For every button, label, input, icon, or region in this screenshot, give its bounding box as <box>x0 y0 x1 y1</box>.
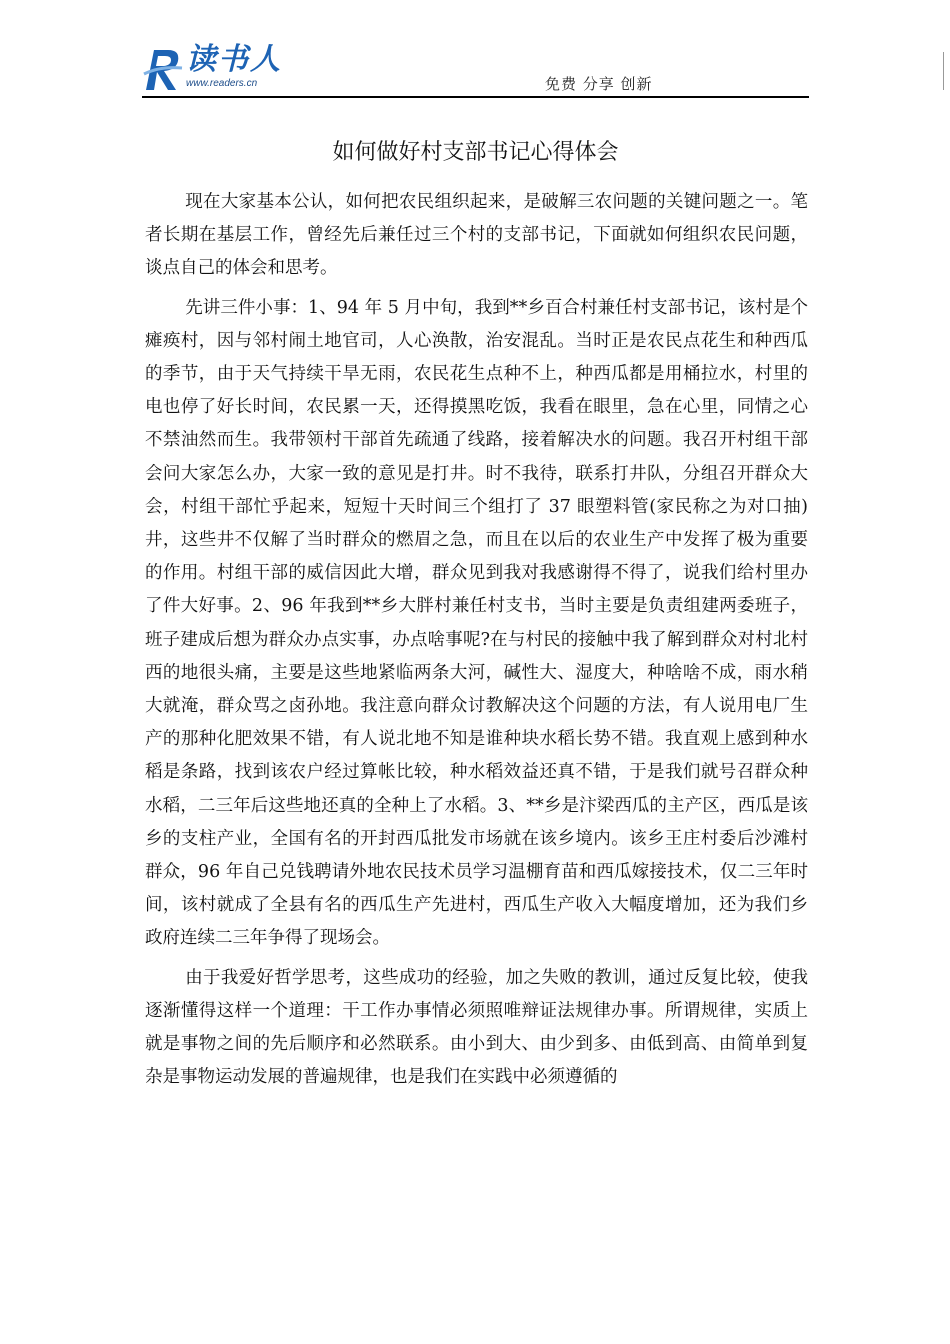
header-divider <box>142 96 809 98</box>
paragraph: 现在大家基本公认，如何把农民组织起来，是破解三农问题的关键问题之一。笔者长期在基层工作，曾经先后兼任过三个村的支部书记，下面就如何组织农民问题，谈点自己的体会和思考。 <box>145 192 808 279</box>
header-slogan: 免费 分享 创新 <box>545 75 653 93</box>
site-logo[interactable] <box>142 42 292 98</box>
document-body <box>145 186 808 1100</box>
logo-brand-text: 读书人 <box>186 42 282 77</box>
paragraph: 由于我爱好哲学思考，这些成功的经验，加之失败的教训，通过反复比较，使我逐渐懂得这样一个道理：干工作办事情必须照唯辩证法规律办事。所谓规律，实质上就是事物之间的先后顺序和必然联系。由小到大、由少到多、由低到高、由简单到复杂是事物运动发展的普遍规律，也是我们在实践中必须遵循的 <box>145 967 808 1088</box>
stylized-r-logo-icon <box>142 44 184 94</box>
page-edge-line <box>943 52 944 90</box>
paragraph: 先讲三件小事：1、94 年 5 月中旬，我到**乡百合村兼任村支部书记，该村是个瘫痪村，因与邻村闹土地官司，人心涣散，治安混乱。当时正是农民点花生和种西瓜的季节，由于天气持续干旱无雨，农民花生点种不上，种西瓜都是用桶拉水，村里的电也停了好长时间，农民累一天，还得摸黑吃饭，我看在眼里，急在心里，同情之心不禁油然而生。我带领村干部首先疏通了线路，接着解决水的问题。我召开村组干部会问大家怎么办，大家一致的意见是打井。时不我待，联系打井队，分组召开群众大会，村组干部忙乎起来，短短十天时间三个组打了 37 眼塑料管(家民称之为对口抽)井，这些井不仅解了当时群众的燃眉之急，而且在以后的农业生产中发挥了极为重要的作用。村组干部的威信因此大增，群众见到我对我感谢得不得了，说我们给村里办了件大好事。2、96 年我到**乡大胖村兼任村支书，当时主要是负责组建两委班子，班子建成后想为群众办点实事，办点啥事呢?在与村民的接触中我了解到群众对村北村西的地很头痛，主要是这些地紧临两条大河，碱性大、湿度大，种啥啥不成，雨水稍大就淹，群众骂之卤孙地。我注意向群众讨教解决这个问题的方法，有人说用电厂生产的那种化肥效果不错，有人说北地不知是谁种块水稻长势不错。我直观上感到种水稻是条路，找到该农户经过算帐比较，种水稻效益还真不错，于是我们就号召群众种水稻，二三年后这些地还真的全种上了水稻。3、**乡是汴梁西瓜的主产区，西瓜是该乡的支柱产业，全国有名的开封西瓜批发市场就在该乡境内。该乡王庄村委后沙滩村群众，96 年自己兑钱聘请外地农民技术员学习温棚育苗和西瓜嫁接技术，仅二三年时间，该村就成了全县有名的西瓜生产先进村，西瓜生产收入大幅度增加，还为我们乡政府连续二三年争得了现场会。 <box>145 297 808 949</box>
document-title: 如何做好村支部书记心得体会 <box>332 140 619 165</box>
logo-url-text: www.readers.cn <box>186 78 258 89</box>
